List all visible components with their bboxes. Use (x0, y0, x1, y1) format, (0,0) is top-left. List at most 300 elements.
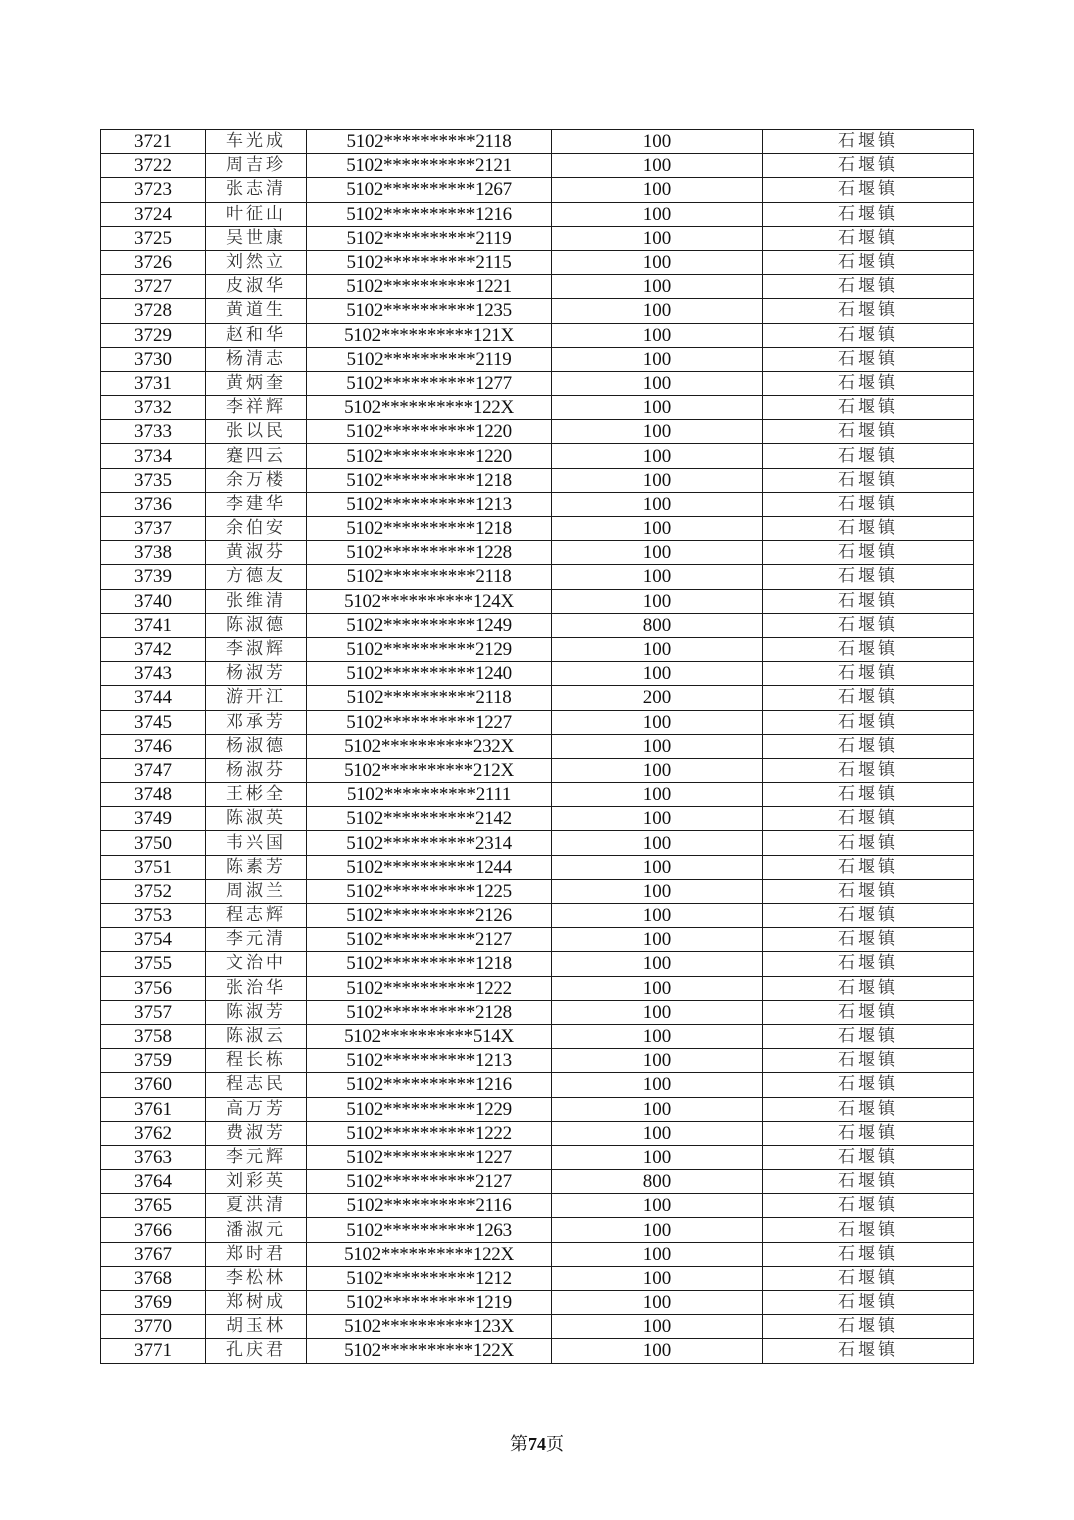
table-row (101, 1339, 974, 1363)
page-footer (0, 1430, 1074, 1456)
row-number-cell: 3771 (101, 1339, 206, 1363)
town-cell: 石堰镇 (763, 250, 974, 274)
town-cell: 石堰镇 (763, 855, 974, 879)
id-number-cell: 5102**********1222 (307, 976, 552, 1000)
name-cell: 陈淑英 (206, 807, 307, 831)
amount-cell: 100 (552, 952, 763, 976)
row-number-cell: 3752 (101, 879, 206, 903)
id-number-cell: 5102**********122X (307, 1242, 552, 1266)
row-number-cell: 3728 (101, 299, 206, 323)
amount-cell: 100 (552, 323, 763, 347)
amount-cell: 100 (552, 1291, 763, 1315)
table-row (101, 323, 974, 347)
name-cell: 程志辉 (206, 904, 307, 928)
name-cell: 孔庆君 (206, 1339, 307, 1363)
name-cell: 费淑芳 (206, 1121, 307, 1145)
amount-cell: 100 (552, 976, 763, 1000)
amount-cell: 100 (552, 1024, 763, 1048)
town-cell: 石堰镇 (763, 1145, 974, 1169)
table-row (101, 154, 974, 178)
row-number-cell: 3761 (101, 1097, 206, 1121)
name-cell: 潘淑元 (206, 1218, 307, 1242)
row-number-cell: 3762 (101, 1121, 206, 1145)
table-row (101, 468, 974, 492)
id-number-cell: 5102**********1222 (307, 1121, 552, 1145)
roster-table (100, 129, 974, 1364)
town-cell: 石堰镇 (763, 468, 974, 492)
name-cell: 吴世康 (206, 226, 307, 250)
id-number-cell: 5102**********124X (307, 589, 552, 613)
name-cell: 刘彩英 (206, 1170, 307, 1194)
amount-cell: 100 (552, 250, 763, 274)
table-row (101, 879, 974, 903)
name-cell: 文治中 (206, 952, 307, 976)
page-label-prefix: 第 (510, 1434, 528, 1454)
town-cell: 石堰镇 (763, 734, 974, 758)
table-row (101, 202, 974, 226)
amount-cell: 100 (552, 879, 763, 903)
amount-cell: 100 (552, 1194, 763, 1218)
table-row (101, 1073, 974, 1097)
table-row (101, 710, 974, 734)
name-cell: 张治华 (206, 976, 307, 1000)
amount-cell: 100 (552, 444, 763, 468)
town-cell: 石堰镇 (763, 976, 974, 1000)
table-row (101, 1000, 974, 1024)
table-row (101, 371, 974, 395)
roster-table-body (101, 130, 974, 1364)
row-number-cell: 3732 (101, 396, 206, 420)
amount-cell: 100 (552, 1097, 763, 1121)
name-cell: 陈淑芳 (206, 1000, 307, 1024)
row-number-cell: 3753 (101, 904, 206, 928)
row-number-cell: 3758 (101, 1024, 206, 1048)
table-row (101, 420, 974, 444)
table-row (101, 541, 974, 565)
town-cell: 石堰镇 (763, 1024, 974, 1048)
id-number-cell: 5102**********2129 (307, 637, 552, 661)
town-cell: 石堰镇 (763, 589, 974, 613)
name-cell: 杨淑德 (206, 734, 307, 758)
row-number-cell: 3766 (101, 1218, 206, 1242)
amount-cell: 100 (552, 1121, 763, 1145)
table-row (101, 904, 974, 928)
town-cell: 石堰镇 (763, 226, 974, 250)
id-number-cell: 5102**********1225 (307, 879, 552, 903)
id-number-cell: 5102**********2128 (307, 1000, 552, 1024)
town-cell: 石堰镇 (763, 444, 974, 468)
amount-cell: 200 (552, 686, 763, 710)
town-cell: 石堰镇 (763, 879, 974, 903)
table-row (101, 275, 974, 299)
row-number-cell: 3729 (101, 323, 206, 347)
table-row (101, 758, 974, 782)
row-number-cell: 3748 (101, 783, 206, 807)
name-cell: 皮淑华 (206, 275, 307, 299)
town-cell: 石堰镇 (763, 758, 974, 782)
amount-cell: 100 (552, 420, 763, 444)
id-number-cell: 5102**********1213 (307, 1049, 552, 1073)
table-row (101, 637, 974, 661)
town-cell: 石堰镇 (763, 1170, 974, 1194)
row-number-cell: 3767 (101, 1242, 206, 1266)
amount-cell: 100 (552, 831, 763, 855)
id-number-cell: 5102**********2115 (307, 250, 552, 274)
table-row (101, 1242, 974, 1266)
town-cell: 石堰镇 (763, 1121, 974, 1145)
name-cell: 杨清志 (206, 347, 307, 371)
name-cell: 韦兴国 (206, 831, 307, 855)
row-number-cell: 3723 (101, 178, 206, 202)
row-number-cell: 3735 (101, 468, 206, 492)
id-number-cell: 5102**********1216 (307, 202, 552, 226)
id-number-cell: 5102**********1229 (307, 1097, 552, 1121)
row-number-cell: 3759 (101, 1049, 206, 1073)
town-cell: 石堰镇 (763, 347, 974, 371)
row-number-cell: 3737 (101, 517, 206, 541)
name-cell: 李元清 (206, 928, 307, 952)
name-cell: 邓承芳 (206, 710, 307, 734)
id-number-cell: 5102**********1220 (307, 420, 552, 444)
amount-cell: 100 (552, 783, 763, 807)
row-number-cell: 3763 (101, 1145, 206, 1169)
name-cell: 郑树成 (206, 1291, 307, 1315)
row-number-cell: 3768 (101, 1266, 206, 1290)
table-row (101, 444, 974, 468)
table-row (101, 347, 974, 371)
name-cell: 李建华 (206, 492, 307, 516)
name-cell: 郑时君 (206, 1242, 307, 1266)
name-cell: 余伯安 (206, 517, 307, 541)
row-number-cell: 3724 (101, 202, 206, 226)
row-number-cell: 3740 (101, 589, 206, 613)
id-number-cell: 5102**********1235 (307, 299, 552, 323)
id-number-cell: 5102**********1216 (307, 1073, 552, 1097)
id-number-cell: 5102**********1219 (307, 1291, 552, 1315)
town-cell: 石堰镇 (763, 1291, 974, 1315)
name-cell: 李元辉 (206, 1145, 307, 1169)
id-number-cell: 5102**********121X (307, 323, 552, 347)
row-number-cell: 3731 (101, 371, 206, 395)
row-number-cell: 3745 (101, 710, 206, 734)
town-cell: 石堰镇 (763, 783, 974, 807)
town-cell: 石堰镇 (763, 130, 974, 154)
id-number-cell: 5102**********232X (307, 734, 552, 758)
id-number-cell: 5102**********1240 (307, 662, 552, 686)
town-cell: 石堰镇 (763, 1000, 974, 1024)
amount-cell: 100 (552, 1049, 763, 1073)
amount-cell: 100 (552, 1339, 763, 1363)
row-number-cell: 3741 (101, 613, 206, 637)
table-row (101, 299, 974, 323)
row-number-cell: 3727 (101, 275, 206, 299)
table-row (101, 130, 974, 154)
town-cell: 石堰镇 (763, 807, 974, 831)
town-cell: 石堰镇 (763, 662, 974, 686)
town-cell: 石堰镇 (763, 178, 974, 202)
table-row (101, 1121, 974, 1145)
row-number-cell: 3739 (101, 565, 206, 589)
row-number-cell: 3736 (101, 492, 206, 516)
table-row (101, 250, 974, 274)
id-number-cell: 5102**********1213 (307, 492, 552, 516)
id-number-cell: 5102**********2119 (307, 347, 552, 371)
row-number-cell: 3738 (101, 541, 206, 565)
amount-cell: 100 (552, 734, 763, 758)
table-row (101, 783, 974, 807)
town-cell: 石堰镇 (763, 541, 974, 565)
page-number: 74 (528, 1434, 546, 1454)
id-number-cell: 5102**********122X (307, 1339, 552, 1363)
amount-cell: 100 (552, 1266, 763, 1290)
row-number-cell: 3755 (101, 952, 206, 976)
row-number-cell: 3750 (101, 831, 206, 855)
row-number-cell: 3742 (101, 637, 206, 661)
name-cell: 张志清 (206, 178, 307, 202)
amount-cell: 100 (552, 347, 763, 371)
name-cell: 蹇四云 (206, 444, 307, 468)
town-cell: 石堰镇 (763, 275, 974, 299)
table-row (101, 952, 974, 976)
row-number-cell: 3757 (101, 1000, 206, 1024)
id-number-cell: 5102**********1249 (307, 613, 552, 637)
amount-cell: 100 (552, 226, 763, 250)
name-cell: 刘然立 (206, 250, 307, 274)
row-number-cell: 3743 (101, 662, 206, 686)
page-label-suffix: 页 (546, 1434, 564, 1454)
table-row (101, 1291, 974, 1315)
name-cell: 陈淑德 (206, 613, 307, 637)
id-number-cell: 5102**********1277 (307, 371, 552, 395)
row-number-cell: 3769 (101, 1291, 206, 1315)
table-row (101, 855, 974, 879)
town-cell: 石堰镇 (763, 904, 974, 928)
table-row (101, 1266, 974, 1290)
town-cell: 石堰镇 (763, 1218, 974, 1242)
id-number-cell: 5102**********2126 (307, 904, 552, 928)
amount-cell: 100 (552, 371, 763, 395)
amount-cell: 100 (552, 904, 763, 928)
row-number-cell: 3760 (101, 1073, 206, 1097)
name-cell: 余万楼 (206, 468, 307, 492)
name-cell: 周淑兰 (206, 879, 307, 903)
id-number-cell: 5102**********2119 (307, 226, 552, 250)
town-cell: 石堰镇 (763, 1266, 974, 1290)
name-cell: 程长栋 (206, 1049, 307, 1073)
table-row (101, 589, 974, 613)
amount-cell: 100 (552, 758, 763, 782)
name-cell: 方德友 (206, 565, 307, 589)
table-row (101, 1097, 974, 1121)
town-cell: 石堰镇 (763, 637, 974, 661)
id-number-cell: 5102**********123X (307, 1315, 552, 1339)
amount-cell: 100 (552, 662, 763, 686)
town-cell: 石堰镇 (763, 686, 974, 710)
table-row (101, 396, 974, 420)
amount-cell: 100 (552, 710, 763, 734)
amount-cell: 100 (552, 807, 763, 831)
town-cell: 石堰镇 (763, 517, 974, 541)
id-number-cell: 5102**********1227 (307, 710, 552, 734)
name-cell: 陈素芳 (206, 855, 307, 879)
id-number-cell: 5102**********2142 (307, 807, 552, 831)
town-cell: 石堰镇 (763, 1242, 974, 1266)
row-number-cell: 3751 (101, 855, 206, 879)
amount-cell: 100 (552, 1000, 763, 1024)
row-number-cell: 3722 (101, 154, 206, 178)
town-cell: 石堰镇 (763, 1315, 974, 1339)
id-number-cell: 5102**********212X (307, 758, 552, 782)
amount-cell: 800 (552, 613, 763, 637)
name-cell: 赵和华 (206, 323, 307, 347)
row-number-cell: 3744 (101, 686, 206, 710)
table-row (101, 1315, 974, 1339)
id-number-cell: 5102**********2118 (307, 565, 552, 589)
name-cell: 杨淑芳 (206, 662, 307, 686)
town-cell: 石堰镇 (763, 299, 974, 323)
town-cell: 石堰镇 (763, 154, 974, 178)
name-cell: 李松林 (206, 1266, 307, 1290)
name-cell: 黄炳奎 (206, 371, 307, 395)
table-row (101, 1194, 974, 1218)
amount-cell: 100 (552, 396, 763, 420)
id-number-cell: 5102**********1228 (307, 541, 552, 565)
amount-cell: 100 (552, 1218, 763, 1242)
town-cell: 石堰镇 (763, 202, 974, 226)
id-number-cell: 5102**********2111 (307, 783, 552, 807)
name-cell: 黄淑芬 (206, 541, 307, 565)
row-number-cell: 3764 (101, 1170, 206, 1194)
town-cell: 石堰镇 (763, 565, 974, 589)
table-row (101, 1024, 974, 1048)
name-cell: 张以民 (206, 420, 307, 444)
table-row (101, 928, 974, 952)
amount-cell: 100 (552, 1145, 763, 1169)
amount-cell: 100 (552, 855, 763, 879)
name-cell: 程志民 (206, 1073, 307, 1097)
row-number-cell: 3770 (101, 1315, 206, 1339)
name-cell: 陈淑云 (206, 1024, 307, 1048)
table-row (101, 734, 974, 758)
id-number-cell: 5102**********2314 (307, 831, 552, 855)
town-cell: 石堰镇 (763, 492, 974, 516)
amount-cell: 100 (552, 492, 763, 516)
town-cell: 石堰镇 (763, 1049, 974, 1073)
row-number-cell: 3747 (101, 758, 206, 782)
amount-cell: 100 (552, 1242, 763, 1266)
row-number-cell: 3756 (101, 976, 206, 1000)
row-number-cell: 3765 (101, 1194, 206, 1218)
amount-cell: 100 (552, 541, 763, 565)
amount-cell: 100 (552, 154, 763, 178)
table-row (101, 178, 974, 202)
table-row (101, 517, 974, 541)
amount-cell: 100 (552, 637, 763, 661)
name-cell: 李淑辉 (206, 637, 307, 661)
id-number-cell: 5102**********2121 (307, 154, 552, 178)
row-number-cell: 3734 (101, 444, 206, 468)
id-number-cell: 5102**********2118 (307, 686, 552, 710)
id-number-cell: 5102**********2127 (307, 928, 552, 952)
id-number-cell: 5102**********1263 (307, 1218, 552, 1242)
name-cell: 胡玉林 (206, 1315, 307, 1339)
amount-cell: 100 (552, 517, 763, 541)
amount-cell: 100 (552, 130, 763, 154)
amount-cell: 100 (552, 1315, 763, 1339)
name-cell: 杨淑芬 (206, 758, 307, 782)
table-row (101, 226, 974, 250)
id-number-cell: 5102**********514X (307, 1024, 552, 1048)
town-cell: 石堰镇 (763, 396, 974, 420)
id-number-cell: 5102**********1218 (307, 952, 552, 976)
name-cell: 游开江 (206, 686, 307, 710)
name-cell: 黄道生 (206, 299, 307, 323)
table-row (101, 662, 974, 686)
name-cell: 叶征山 (206, 202, 307, 226)
id-number-cell: 5102**********1244 (307, 855, 552, 879)
row-number-cell: 3730 (101, 347, 206, 371)
town-cell: 石堰镇 (763, 1194, 974, 1218)
town-cell: 石堰镇 (763, 831, 974, 855)
table-row (101, 565, 974, 589)
id-number-cell: 5102**********1218 (307, 468, 552, 492)
row-number-cell: 3721 (101, 130, 206, 154)
table-row (101, 1170, 974, 1194)
town-cell: 石堰镇 (763, 952, 974, 976)
id-number-cell: 5102**********1267 (307, 178, 552, 202)
amount-cell: 100 (552, 589, 763, 613)
table-row (101, 1218, 974, 1242)
amount-cell: 100 (552, 178, 763, 202)
row-number-cell: 3754 (101, 928, 206, 952)
table-row (101, 613, 974, 637)
row-number-cell: 3746 (101, 734, 206, 758)
amount-cell: 100 (552, 1073, 763, 1097)
table-row (101, 976, 974, 1000)
table-row (101, 686, 974, 710)
row-number-cell: 3749 (101, 807, 206, 831)
town-cell: 石堰镇 (763, 613, 974, 637)
id-number-cell: 5102**********2116 (307, 1194, 552, 1218)
amount-cell: 100 (552, 275, 763, 299)
amount-cell: 100 (552, 468, 763, 492)
name-cell: 张维清 (206, 589, 307, 613)
id-number-cell: 5102**********1227 (307, 1145, 552, 1169)
id-number-cell: 5102**********1220 (307, 444, 552, 468)
name-cell: 高万芳 (206, 1097, 307, 1121)
row-number-cell: 3725 (101, 226, 206, 250)
amount-cell: 100 (552, 299, 763, 323)
amount-cell: 100 (552, 202, 763, 226)
id-number-cell: 5102**********1218 (307, 517, 552, 541)
town-cell: 石堰镇 (763, 420, 974, 444)
amount-cell: 800 (552, 1170, 763, 1194)
row-number-cell: 3733 (101, 420, 206, 444)
town-cell: 石堰镇 (763, 323, 974, 347)
name-cell: 车光成 (206, 130, 307, 154)
town-cell: 石堰镇 (763, 371, 974, 395)
table-row (101, 831, 974, 855)
id-number-cell: 5102**********2127 (307, 1170, 552, 1194)
table-row (101, 1145, 974, 1169)
row-number-cell: 3726 (101, 250, 206, 274)
town-cell: 石堰镇 (763, 1097, 974, 1121)
town-cell: 石堰镇 (763, 928, 974, 952)
table-row (101, 807, 974, 831)
town-cell: 石堰镇 (763, 1073, 974, 1097)
id-number-cell: 5102**********2118 (307, 130, 552, 154)
amount-cell: 100 (552, 565, 763, 589)
